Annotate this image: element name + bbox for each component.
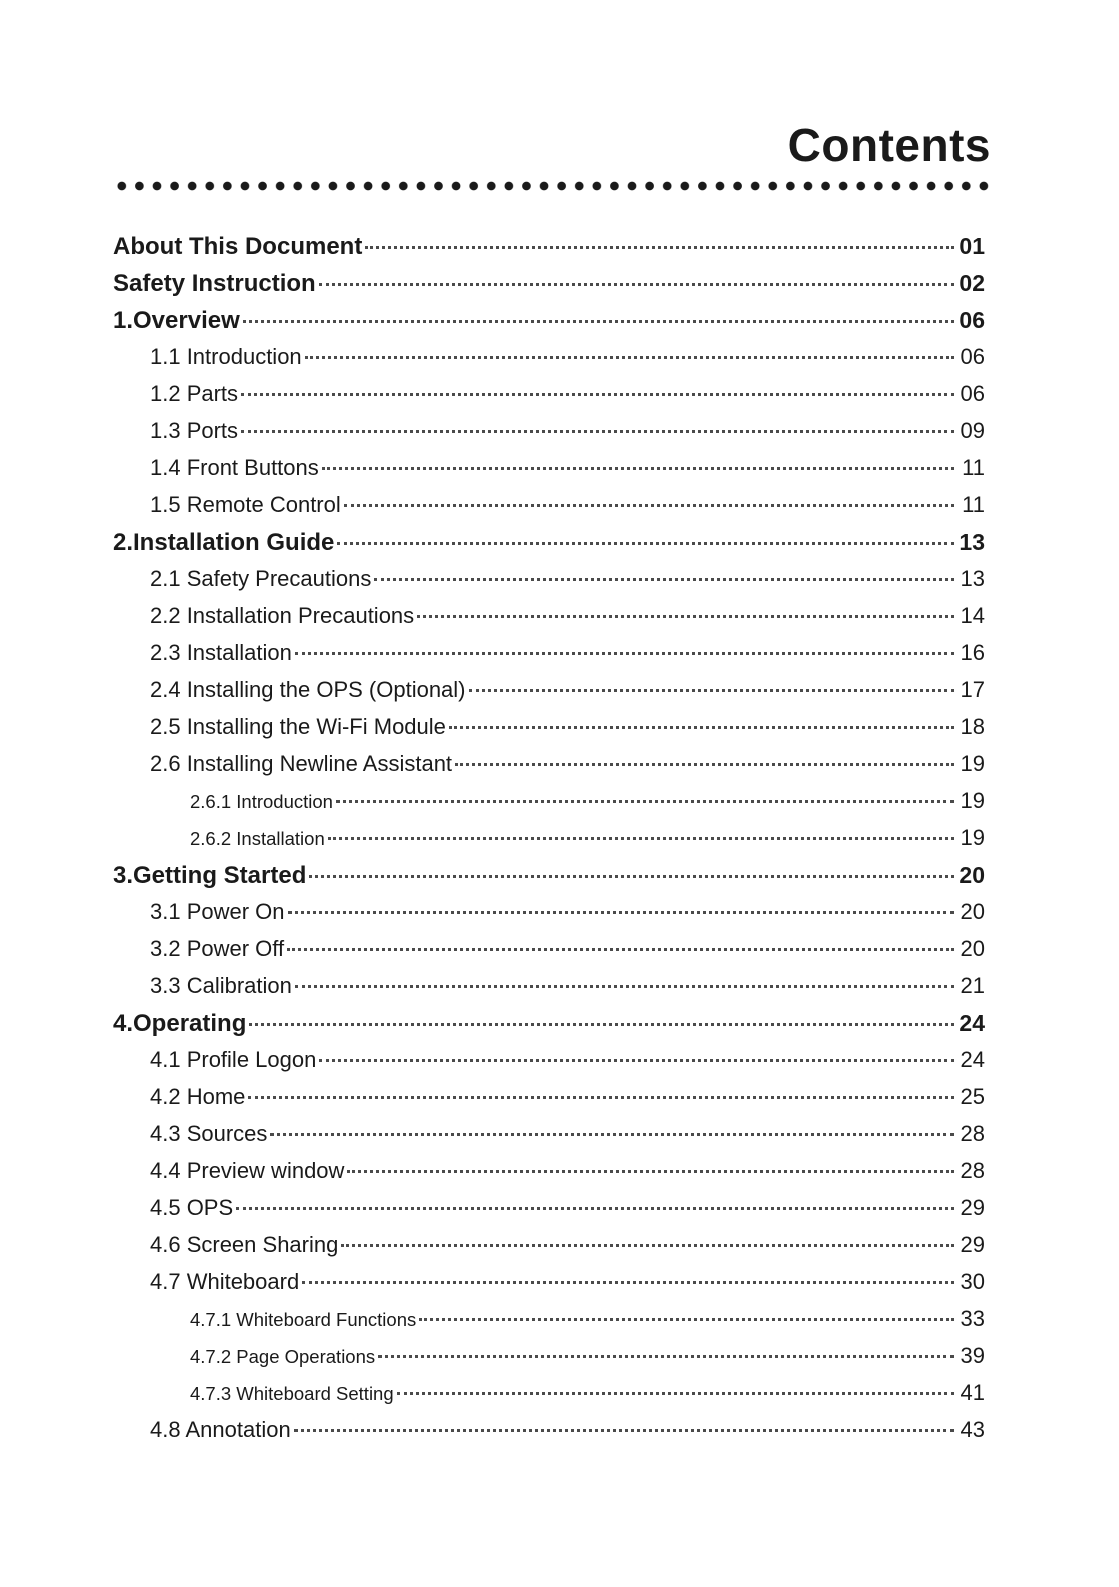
toc-entry-label: 2.4 Installing the OPS (Optional): [150, 677, 466, 702]
toc-page-number: 21: [960, 973, 985, 998]
toc-entry[interactable]: [113, 751, 985, 788]
toc-entry-label: 4.8 Annotation: [150, 1417, 291, 1442]
toc-entry-label: 1.4 Front Buttons: [150, 455, 319, 480]
toc-dot-leader: [295, 985, 954, 988]
toc-entry[interactable]: [113, 455, 985, 492]
toc-page-number: 09: [960, 418, 985, 443]
toc-entry[interactable]: [113, 899, 985, 936]
toc-page-number: 11: [962, 492, 985, 517]
toc-dot-leader: [365, 246, 954, 249]
toc-entry[interactable]: [113, 1084, 985, 1121]
toc-entry-label: 2.Installation Guide: [113, 529, 335, 556]
toc-page-number: 29: [960, 1195, 985, 1220]
toc-entry-label: 2.3 Installation: [150, 640, 292, 665]
toc-entry-label: 2.6 Installing Newline Assistant: [150, 751, 453, 776]
toc-entry[interactable]: [113, 1010, 985, 1047]
toc-entry[interactable]: [113, 788, 985, 825]
toc-entry-label: 4.3 Sources: [150, 1121, 268, 1146]
toc-entry[interactable]: [113, 1121, 985, 1158]
toc-page-number: 29: [960, 1232, 985, 1257]
toc-page-number: 20: [960, 936, 985, 961]
toc-entry-label: 2.6.2 Installation: [190, 828, 325, 849]
toc-entry-label: 3.1 Power On: [150, 899, 285, 924]
toc-page-number: 13: [959, 529, 985, 555]
toc-entry[interactable]: [113, 640, 985, 677]
toc-dot-leader: [302, 1281, 954, 1284]
toc-entry-label: 4.4 Preview window: [150, 1158, 345, 1183]
toc-entry-label: 3.3 Calibration: [150, 973, 292, 998]
toc-dot-leader: [241, 393, 954, 396]
toc-dot-leader: [305, 356, 954, 359]
toc-page-number: 41: [960, 1380, 985, 1405]
toc-dot-leader: [295, 652, 954, 655]
toc-entry-label: 4.Operating: [113, 1010, 247, 1037]
toc-dot-leader: [243, 320, 954, 323]
toc-entry-label: 4.6 Screen Sharing: [150, 1232, 339, 1257]
toc-entry[interactable]: [113, 1195, 985, 1232]
toc-entry[interactable]: [113, 270, 985, 307]
toc-dot-leader: [328, 837, 954, 840]
toc-entry-label: 1.2 Parts: [150, 381, 239, 406]
toc-entry[interactable]: [113, 1380, 985, 1417]
toc-entry[interactable]: [113, 233, 985, 270]
toc-page-number: 20: [959, 862, 985, 888]
toc-entry[interactable]: [113, 566, 985, 603]
toc-page-number: 17: [960, 677, 985, 702]
toc-page-number: 02: [959, 270, 985, 296]
toc-page-number: 43: [960, 1417, 985, 1442]
toc-dot-leader: [236, 1207, 954, 1210]
toc-entry-label: 1.Overview: [113, 307, 240, 334]
toc-dot-leader: [241, 430, 954, 433]
toc-entry-label: 4.7.2 Page Operations: [190, 1346, 376, 1367]
toc-dot-leader: [294, 1429, 954, 1432]
toc-dot-leader: [397, 1392, 954, 1395]
toc-entry[interactable]: [113, 603, 985, 640]
toc-dot-leader: [378, 1355, 954, 1358]
toc-entry-label: 2.5 Installing the Wi-Fi Module: [150, 714, 446, 739]
toc-page-number: 19: [960, 788, 985, 813]
toc-page-number: 25: [960, 1084, 985, 1109]
toc-entry[interactable]: [113, 1232, 985, 1269]
toc-page-number: 18: [960, 714, 985, 739]
toc-dot-leader: [319, 1059, 954, 1062]
toc-page-number: 06: [960, 344, 985, 369]
toc-entry-label: 1.3 Ports: [150, 418, 239, 443]
toc-dot-leader: [309, 875, 954, 878]
toc-entry-label: 4.1 Profile Logon: [150, 1047, 317, 1072]
toc-entry-label: 4.5 OPS: [150, 1195, 234, 1220]
toc-dot-leader: [336, 800, 954, 803]
title-dotted-rule: [113, 179, 993, 193]
toc-entry-label: 1.5 Remote Control: [150, 492, 341, 517]
toc-entry[interactable]: [113, 677, 985, 714]
toc-page-number: 13: [960, 566, 985, 591]
toc-dot-leader: [337, 542, 954, 545]
toc-entry-label: 4.7 Whiteboard: [150, 1269, 300, 1294]
toc-entry-label: 3.2 Power Off: [150, 936, 285, 961]
toc-dot-leader: [248, 1096, 954, 1099]
toc-page-number: 01: [959, 233, 985, 259]
toc-page-number: 28: [960, 1121, 985, 1146]
toc-page-number: 16: [960, 640, 985, 665]
toc-dot-leader: [249, 1023, 954, 1026]
toc-page-number: 19: [960, 751, 985, 776]
toc-entry[interactable]: [113, 492, 985, 529]
table-of-contents: [113, 233, 985, 1454]
toc-page-number: 19: [960, 825, 985, 850]
toc-dot-leader: [417, 615, 954, 618]
toc-dot-leader: [449, 726, 954, 729]
toc-entry-label: About This Document: [113, 233, 363, 260]
toc-page-number: 33: [960, 1306, 985, 1331]
toc-entry-label: 2.2 Installation Precautions: [150, 603, 415, 628]
toc-entry-label: 4.7.1 Whiteboard Functions: [190, 1309, 417, 1330]
toc-entry[interactable]: [113, 714, 985, 751]
page-title: Contents: [787, 119, 991, 171]
toc-dot-leader: [347, 1170, 954, 1173]
toc-dot-leader: [288, 911, 954, 914]
toc-entry[interactable]: [113, 307, 985, 344]
toc-entry[interactable]: [113, 1343, 985, 1380]
toc-page-number: 06: [960, 381, 985, 406]
toc-page-number: 24: [960, 1047, 985, 1072]
toc-entry[interactable]: [113, 344, 985, 381]
toc-entry-label: 4.7.3 Whiteboard Setting: [190, 1383, 394, 1404]
toc-entry-label: 3.Getting Started: [113, 862, 307, 889]
toc-dot-leader: [469, 689, 955, 692]
toc-entry[interactable]: [113, 862, 985, 899]
toc-page-number: 28: [960, 1158, 985, 1183]
toc-page-number: 14: [960, 603, 985, 628]
toc-entry[interactable]: [113, 381, 985, 418]
toc-entry[interactable]: [113, 1047, 985, 1084]
toc-dot-leader: [322, 467, 954, 470]
toc-entry-label: 4.2 Home: [150, 1084, 246, 1109]
toc-entry-label: 2.6.1 Introduction: [190, 791, 333, 812]
toc-entry[interactable]: [113, 825, 985, 862]
toc-page-number: 20: [960, 899, 985, 924]
toc-entry[interactable]: [113, 1417, 985, 1454]
toc-entry[interactable]: [113, 1158, 985, 1195]
toc-entry[interactable]: [113, 1269, 985, 1306]
toc-page-number: 06: [959, 307, 985, 333]
toc-dot-leader: [341, 1244, 954, 1247]
toc-entry[interactable]: [113, 418, 985, 455]
toc-entry[interactable]: [113, 936, 985, 973]
toc-entry[interactable]: [113, 529, 985, 566]
toc-dot-leader: [419, 1318, 954, 1321]
toc-dot-leader: [287, 948, 954, 951]
toc-dot-leader: [455, 763, 954, 766]
toc-dot-leader: [270, 1133, 954, 1136]
toc-page-number: 24: [959, 1010, 985, 1036]
toc-entry-label: 2.1 Safety Precautions: [150, 566, 372, 591]
toc-dot-leader: [319, 283, 954, 286]
toc-page-number: 39: [960, 1343, 985, 1368]
toc-dot-leader: [344, 504, 954, 507]
toc-page-number: 30: [960, 1269, 985, 1294]
toc-entry[interactable]: [113, 1306, 985, 1343]
toc-dot-leader: [374, 578, 954, 581]
toc-entry-label: 1.1 Introduction: [150, 344, 302, 369]
toc-entry-label: Safety Instruction: [113, 270, 316, 297]
toc-page-number: 11: [962, 455, 985, 480]
toc-entry[interactable]: [113, 973, 985, 1010]
